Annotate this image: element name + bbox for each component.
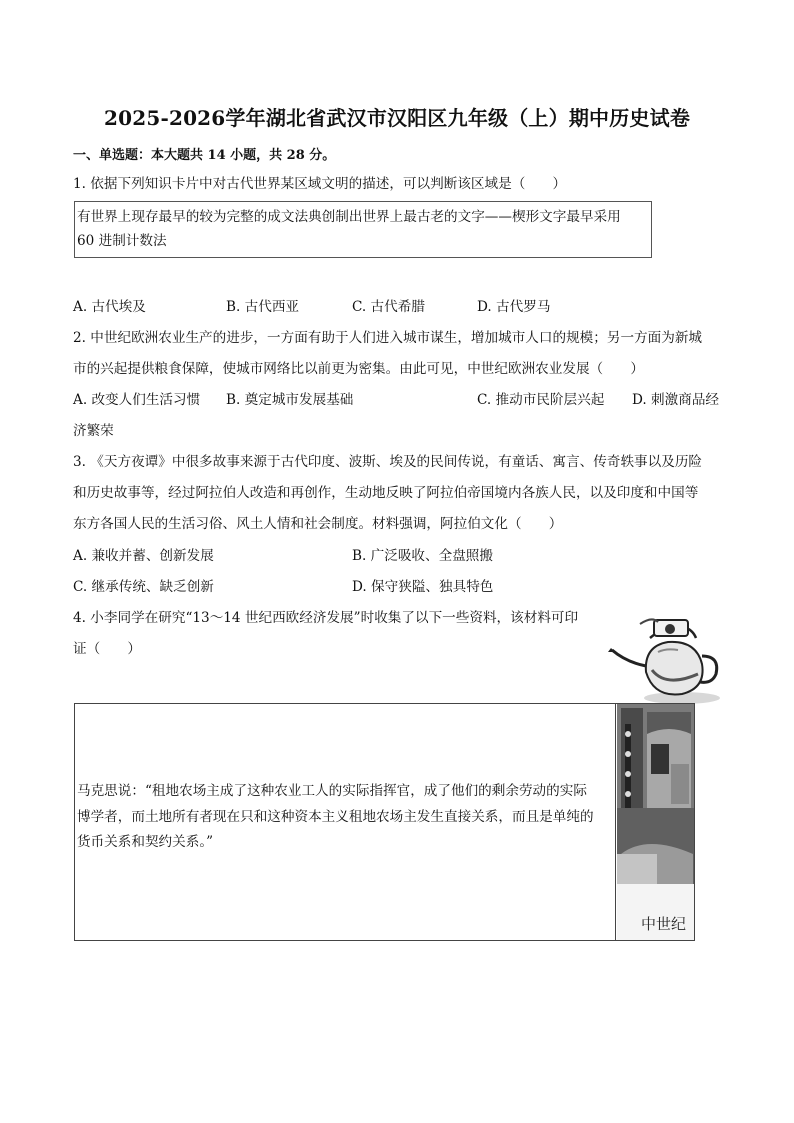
q2-option-c[interactable]: C. 推动市民阶层兴起 bbox=[477, 392, 605, 408]
q4-material-divider bbox=[615, 703, 616, 941]
q1-card-line-2: 60 进制计数法 bbox=[77, 233, 167, 249]
q4-quote-line-2: 博学者，而土地所有者现在只和这种资本主义租地农场主发生直接关系，而且是单纯的 bbox=[77, 808, 594, 825]
q2-stem-line-2: 市的兴起提供粮食保障，使城市网络比以前更为密集。由此可见，中世纪欧洲农业发展（ ） bbox=[73, 361, 644, 377]
q1-option-c[interactable]: C. 古代希腊 bbox=[352, 299, 425, 315]
q3-option-c[interactable]: C. 继承传统、缺乏创新 bbox=[73, 579, 214, 595]
q3-stem-line-2: 和历史故事等，经过阿拉伯人改造和再创作，生动地反映了阿拉伯帝国境内各族人民，以及印度和中国等 bbox=[73, 485, 699, 501]
page-title: 2025-2026学年湖北省武汉市汉阳区九年级（上）期中历史试卷 bbox=[103, 106, 691, 130]
q2-stem-line-1: 2. 中世纪欧洲农业生产的进步，一方面有助于人们进入城市谋生，增加城市人口的规模；另一方面为新城 bbox=[73, 330, 703, 346]
q4-quote-line-1: 马克思说：“租地农场主成了这种农业工人的实际指挥官，成了他们的剩余劳动的实际 bbox=[77, 783, 587, 799]
section-heading: 一、单选题：本大题共 14 小题，共 28 分。 bbox=[73, 148, 336, 163]
q3-stem-line-1: 3. 《天方夜谭》中很多故事来源于古代印度、波斯、埃及的民间传说，有童话、寓言、传奇轶事以及历险 bbox=[73, 454, 703, 470]
q1-option-d[interactable]: D. 古代罗马 bbox=[477, 299, 551, 315]
q1-option-b[interactable]: B. 古代西亚 bbox=[226, 299, 300, 315]
q4-quote-line-3: 货币关系和契约关系。” bbox=[77, 834, 214, 850]
q1-stem: 1. 依据下列知识卡片中对古代世界某区域文明的描述，可以判断该区域是（ ） bbox=[73, 176, 567, 192]
q2-option-a[interactable]: A. 改变人们生活习惯 bbox=[73, 392, 201, 408]
q1-option-a[interactable]: A. 古代埃及 bbox=[73, 299, 146, 315]
q2-option-d[interactable]: D. 刺激商品经 bbox=[632, 392, 720, 408]
q4-stem-line-2: 证（ ） bbox=[73, 641, 141, 657]
teapot-illustration bbox=[606, 612, 724, 706]
q1-knowledge-card bbox=[74, 201, 652, 258]
medieval-image bbox=[617, 704, 694, 940]
q3-option-a[interactable]: A. 兼收并蓄、创新发展 bbox=[73, 548, 214, 564]
q2-option-d-wrap: 济繁荣 bbox=[73, 423, 114, 439]
q1-card-line-1: 有世界上现存最早的较为完整的成文法典创制出世界上最古老的文字——楔形文字最早采用 bbox=[77, 209, 621, 225]
q3-stem-line-3: 东方各国人民的生活习俗、风土人情和社会制度。材料强调，阿拉伯文化（ ） bbox=[73, 516, 563, 532]
q4-stem-line-1: 4. 小李同学在研究“13～14 世纪西欧经济发展”时收集了以下一些资料，该材料可印 bbox=[73, 610, 579, 626]
q3-option-b[interactable]: B. 广泛吸收、全盘照搬 bbox=[352, 548, 493, 564]
q4-quote bbox=[77, 779, 613, 856]
q2-option-b[interactable]: B. 奠定城市发展基础 bbox=[226, 392, 354, 408]
medieval-image-caption: 中世纪 bbox=[641, 915, 687, 933]
q3-option-d[interactable]: D. 保守狭隘、独具特色 bbox=[352, 579, 494, 595]
